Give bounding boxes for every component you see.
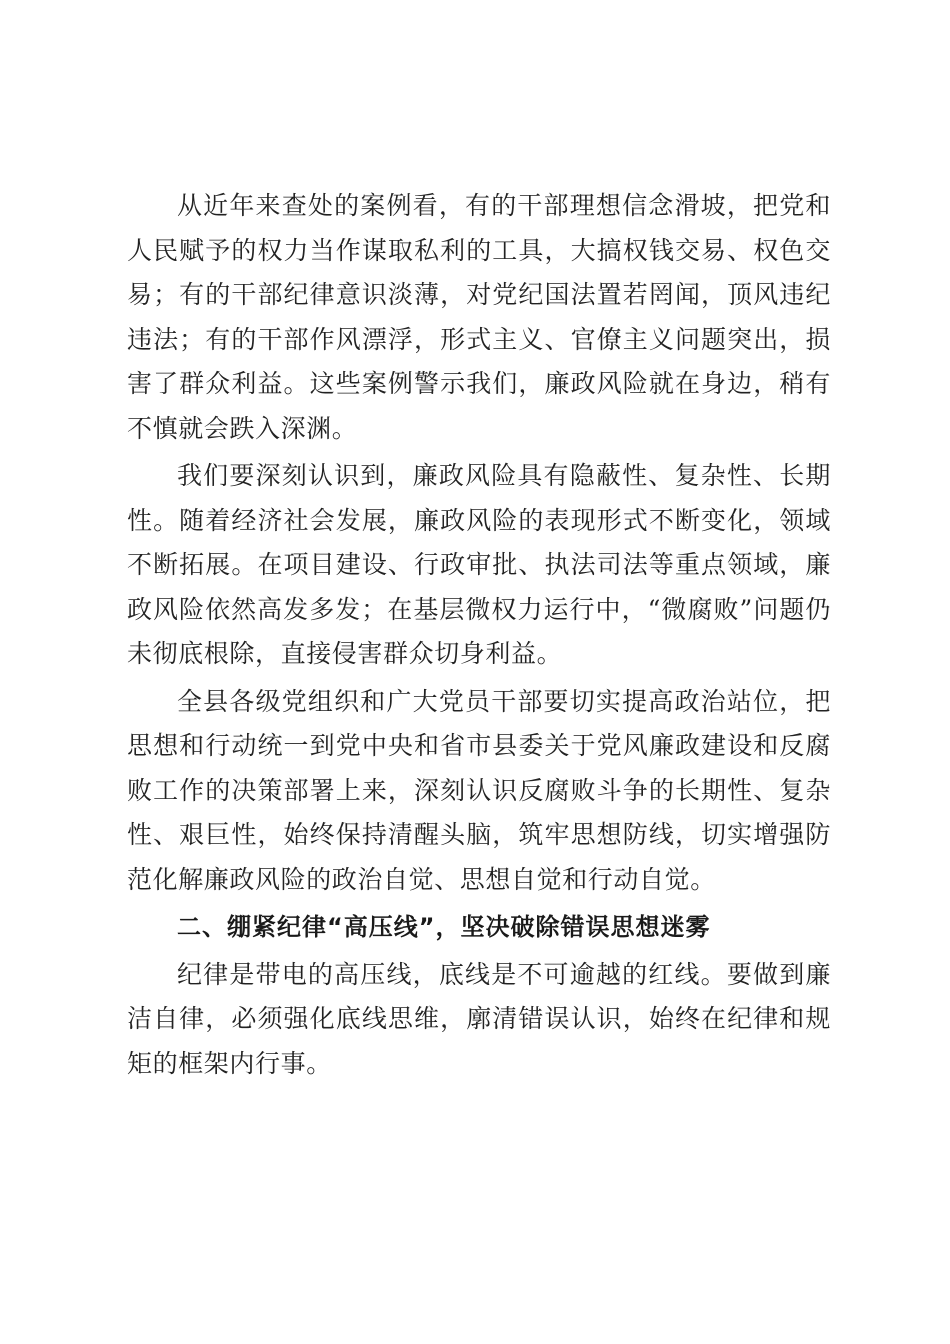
section-heading: 二、绷紧纪律“高压线”，坚决破除错误思想迷雾	[177, 913, 711, 941]
paragraph-discipline: 纪律是带电的高压线，底线是不可逾越的红线。要做到廉洁自律，必须强化底线思维，廓清错误认识，始终在纪律和规矩的框架内行事。	[127, 959, 831, 1078]
paragraph-case-review: 从近年来查处的案例看，有的干部理想信念滑坡，把党和人民赋予的权力当作谋取私利的工具，大搞权钱交易、权色交易；有的干部纪律意识淡薄，对党纪国法置若罔闻，顶风违纪违法；有的干部作风漂浮，形式主义、官僚主义问题突出，损害了群众利益。这些案例警示我们，廉政风险就在身边，稍有不慎就会跌入深渊。	[127, 191, 831, 443]
paragraph-risk-awareness: 我们要深刻认识到，廉政风险具有隐蔽性、复杂性、长期性。随着经济社会发展，廉政风险的表现形式不断变化，领域不断拓展。在项目建设、行政审批、执法司法等重点领域，廉政风险依然高发多发；在基层微权力运行中，“微腐败”问题仍未彻底根除，直接侵害群众切身利益。	[127, 461, 831, 668]
document-body	[127, 184, 831, 1086]
paragraph-political-stance: 全县各级党组织和广大党员干部要切实提高政治站位，把思想和行动统一到党中央和省市县委关于党风廉政建设和反腐败工作的决策部署上来，深刻认识反腐败斗争的长期性、复杂性、艰巨性，始终保持清醒头脑，筑牢思想防线，切实增强防范化解廉政风险的政治自觉、思想自觉和行动自觉。	[127, 686, 831, 894]
